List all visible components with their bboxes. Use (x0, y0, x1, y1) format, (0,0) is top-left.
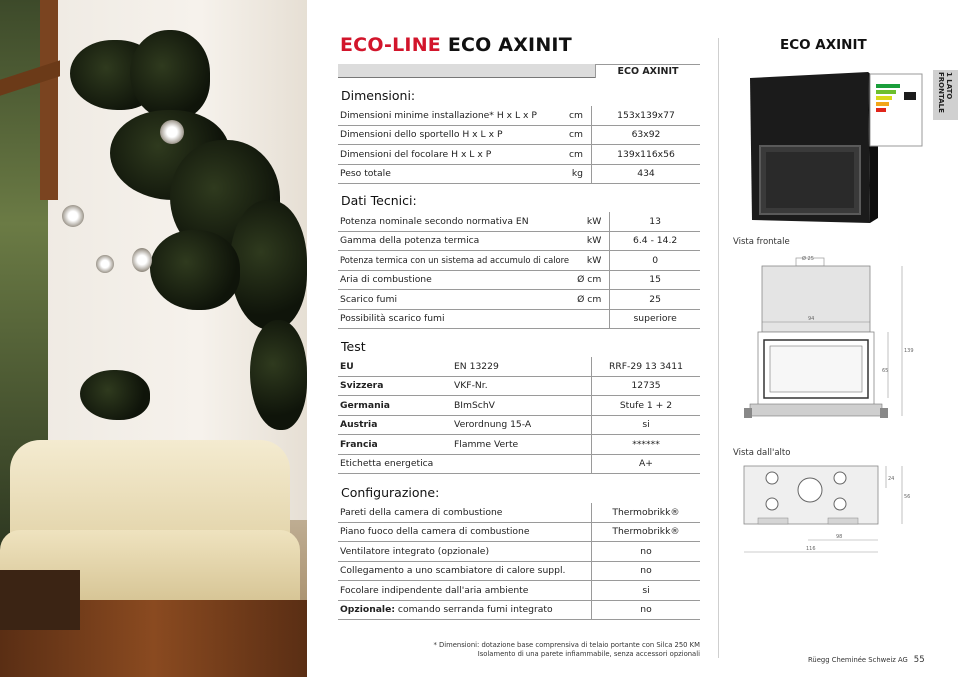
wall-plate (132, 248, 152, 272)
page-number: 55 (913, 655, 925, 665)
label-w98: 98 (836, 534, 843, 540)
table-row: Peso totale kg 434 (338, 164, 700, 184)
table-row: Scarico fumi Ø cm 25 (338, 290, 700, 310)
publisher: Rüegg Cheminée Schweiz AG (808, 656, 908, 664)
side-table (0, 570, 80, 630)
table-row: EU EN 13229 RRF-29 13 3411 (338, 357, 700, 376)
wall-plate (160, 120, 184, 144)
section-test: Test (341, 339, 366, 354)
table-row: Dimensioni del focolare H x L x P cm 139x116x56 (338, 145, 700, 165)
table-row: Svizzera VKF-Nr. 12735 (338, 376, 700, 396)
wall-plate (62, 205, 84, 227)
title-series: ECO-LINE (340, 34, 441, 56)
section-configurazione: Configurazione: (341, 485, 440, 500)
footnote: * Dimensioni: dotazione base comprensiva di telaio portante con Silca 250 KM Isolamento di una parete infiammabile, senza accessori opzionali (433, 641, 700, 658)
front-view-drawing (740, 252, 930, 430)
table-row: Dimensioni dello sportello H x L x P cm 63x92 (338, 125, 700, 145)
plant-leaf (230, 200, 307, 330)
fireplace-image (738, 68, 928, 233)
table-row: Piano fuoco della camera di combustione Thermobrikk® (338, 522, 700, 542)
label-h139: 139 (904, 348, 914, 354)
table-row: Possibilità scarico fumi superiore (338, 309, 700, 329)
page-footer (808, 655, 925, 665)
table-row: Germania BImSchV Stufe 1 + 2 (338, 396, 700, 416)
table-row: Collegamento a uno scambiatore di calore suppl. no (338, 561, 700, 581)
table-row: Opzionale: comando serranda fumi integrato no (338, 600, 700, 620)
table-row: Pareti della camera di combustione Thermobrikk® (338, 503, 700, 522)
page-title (340, 34, 572, 56)
caption-front: Vista frontale (733, 237, 790, 247)
caption-top: Vista dall'alto (733, 448, 791, 458)
section-dati-tecnici: Dati Tecnici: (341, 193, 417, 208)
table-test (338, 357, 700, 474)
table-row: Austria Verordnung 15-A si (338, 415, 700, 435)
table-row: Etichetta energetica A+ (338, 454, 700, 474)
wall-plate (96, 255, 114, 273)
photo-beam (40, 0, 58, 200)
table-dati-tecnici (338, 212, 700, 329)
table-dimensioni (338, 106, 700, 184)
label-w94: 94 (808, 316, 815, 322)
interior-photo (0, 0, 307, 677)
table-row: Focolare indipendente dall'aria ambiente si (338, 581, 700, 601)
side-tab: 1 LATO FRONTALE (933, 70, 958, 120)
column-header: ECO AXINIT (595, 64, 700, 78)
plant-leaf (130, 30, 210, 120)
title-model: ECO AXINIT (447, 34, 572, 56)
label-d24: 24 (888, 476, 895, 482)
table-row: Aria di combustione Ø cm 15 (338, 270, 700, 290)
table-configurazione (338, 503, 700, 620)
plant-leaf (80, 370, 150, 420)
right-title: ECO AXINIT (780, 37, 867, 53)
label-h65: 65 (882, 368, 889, 374)
plant-leaf (250, 320, 307, 430)
table-row: Potenza nominale secondo normativa EN kW 13 (338, 212, 700, 231)
table-row: Dimensioni minime installazione* H x L x P cm 153x139x77 (338, 106, 700, 125)
plant-leaf (150, 230, 240, 310)
table-row: Francia Flamme Verte ****** (338, 435, 700, 455)
table-row: Potenza termica con un sistema ad accumulo di calore kW 0 (338, 251, 700, 271)
label-d56: 56 (904, 494, 911, 500)
column-divider (718, 38, 719, 658)
section-dimensioni: Dimensioni: (341, 88, 416, 103)
label-w116: 116 (806, 546, 816, 552)
table-row: Ventilatore integrato (opzionale) no (338, 542, 700, 562)
table-row: Gamma della potenza termica kW 6.4 - 14.2 (338, 231, 700, 251)
table-header (338, 64, 700, 78)
top-view-drawing (740, 460, 930, 560)
label-d25: Ø 25 (802, 256, 814, 262)
